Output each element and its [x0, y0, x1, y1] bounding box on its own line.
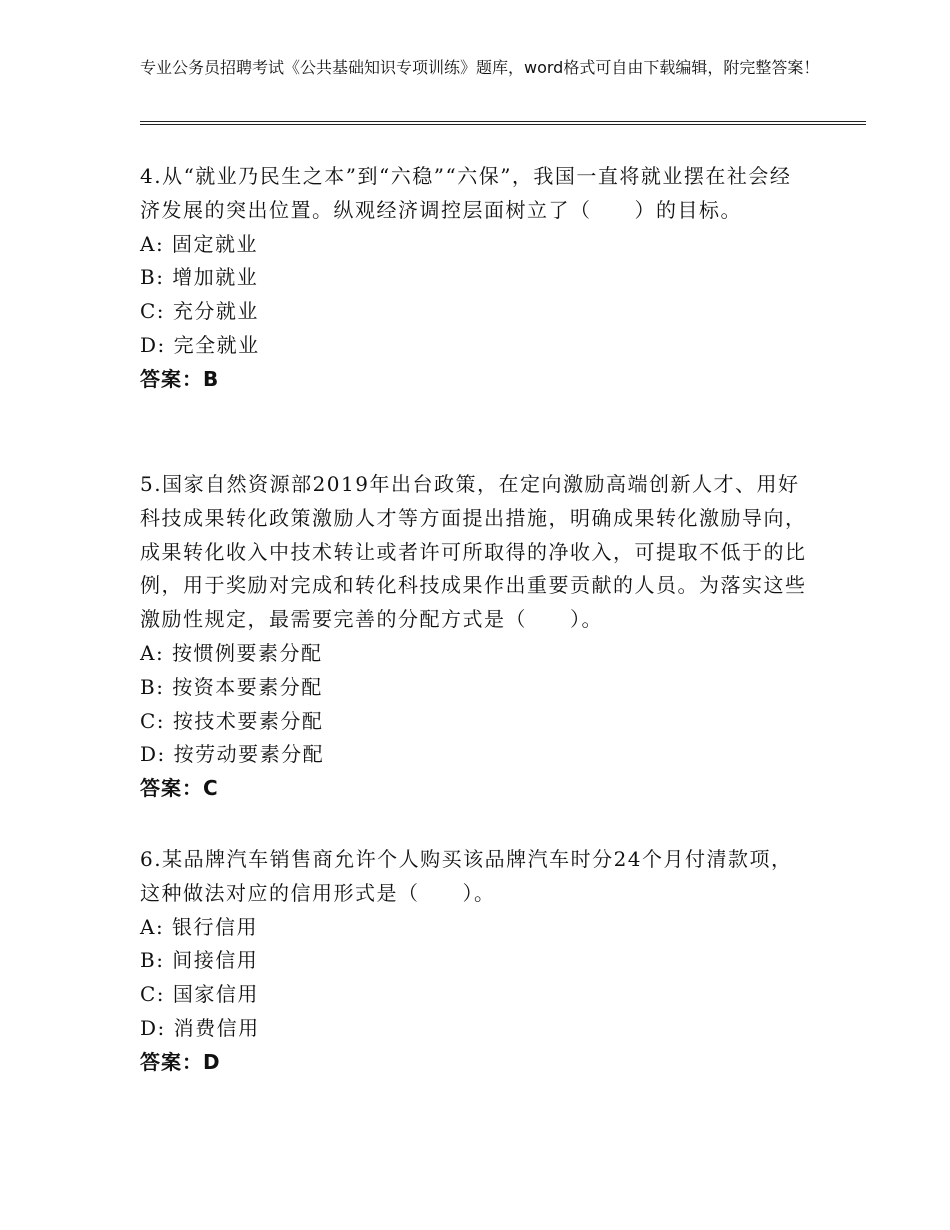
question-stem: 6.某品牌汽车销售商允许个人购买该品牌汽车时分24个月付清款项，这种做法对应的信用形式是（ ）。 [140, 847, 793, 905]
header-divider-bottom [140, 124, 866, 125]
option-b: B: 按资本要素分配 [140, 674, 323, 699]
question-4 [140, 160, 810, 397]
option-c: C: 充分就业 [140, 299, 259, 324]
question-stem: 5.国家自然资源部2019年出台政策，在定向激励高端创新人才、用好科技成果转化政策激励人才等方面提出措施，明确成果转化激励导向，成果转化收入中技术转让或者许可所取得的净收入，可提取不低于的比例，用于奖励对完成和转化科技成果作出重要贡献的人员。为落实这些激励性规定，最需要完善的分配方式是（ ）。 [140, 472, 807, 632]
option-a: A: 银行信用 [140, 914, 259, 939]
option-c: C: 国家信用 [140, 982, 259, 1007]
option-b: B: 间接信用 [140, 948, 259, 973]
question-stem: 4.从“就业乃民生之本”到“六稳”“六保”，我国一直将就业摆在社会经济发展的突出位置。纵观经济调控层面树立了（ ）的目标。 [140, 164, 792, 222]
option-b: B: 增加就业 [140, 265, 259, 290]
option-c: C: 按技术要素分配 [140, 708, 324, 733]
answer-line: 答案：C [140, 776, 219, 801]
header-divider-top [140, 121, 866, 122]
question-6 [140, 843, 810, 1080]
header-title: 专业公务员招聘考试《公共基础知识专项训练》题库，word格式可自由下载编辑，附完整答案！ [140, 58, 820, 77]
answer-line: 答案：B [140, 366, 220, 391]
option-d: D: 消费信用 [140, 1015, 260, 1040]
option-a: A: 按惯例要素分配 [140, 640, 323, 665]
answer-line: 答案：D [140, 1049, 221, 1074]
document-header [140, 56, 820, 79]
option-a: A: 固定就业 [140, 231, 259, 256]
question-5 [140, 468, 810, 806]
option-d: D: 完全就业 [140, 332, 260, 357]
option-d: D: 按劳动要素分配 [140, 742, 325, 767]
